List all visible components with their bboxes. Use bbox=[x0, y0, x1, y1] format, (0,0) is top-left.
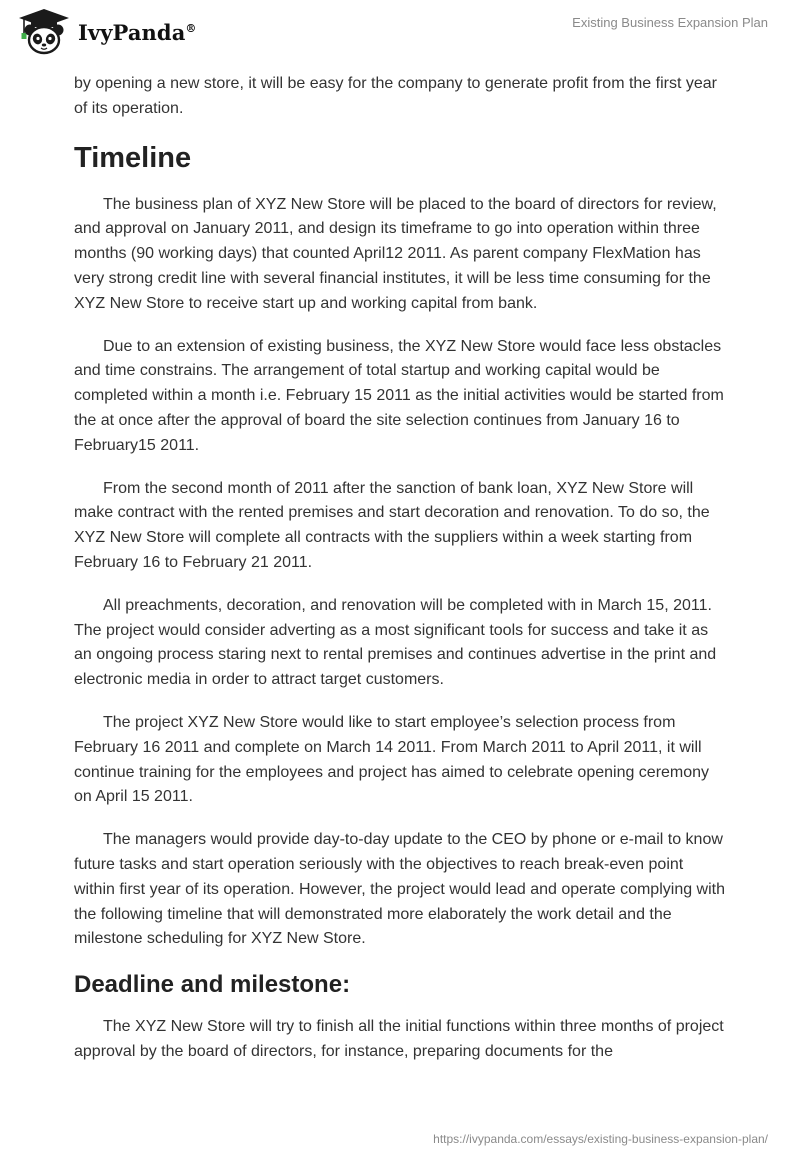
source-url[interactable]: https://ivypanda.com/essays/existing-business-expansion-plan/ bbox=[433, 1132, 768, 1146]
ivypanda-logo[interactable] bbox=[14, 8, 197, 56]
document-title: Existing Business Expansion Plan bbox=[572, 15, 768, 30]
timeline-paragraph: The managers would provide day-to-day update to the CEO by phone or e-mail to know future tasks and start operation seriously with the objectives to reach break-even point within first year of its operation. However, the project would lead and operate complying with the following timeline that will demonstrated more elaborately the work detail and the milestone scheduling for XYZ New Store. bbox=[74, 831, 726, 948]
panda-graduate-icon bbox=[14, 8, 74, 56]
deadline-heading: Deadline and milestone: bbox=[74, 971, 351, 999]
timeline-paragraph: All preachments, decoration, and renovation will be completed with in March 15, 2011. The project would consider adverting as a most significant tools for success and take it as an ongoing process staring next to rental premises and continues advertise in the print and electronic media in order to attract target customers. bbox=[74, 596, 717, 689]
intro-paragraph: by opening a new store, it will be easy for the company to generate profit from the first year of its operation. bbox=[74, 75, 717, 117]
brand-name: IvyPanda® bbox=[78, 19, 197, 45]
registered-mark: ® bbox=[185, 21, 197, 35]
page-header bbox=[0, 0, 800, 64]
timeline-paragraph: The project XYZ New Store would like to start employee’s selection process from February 16 2011 and complete on March 14 2011. From March 2011 to April 2011, it will continue training for the employees and project has aimed to celebrate opening ceremony on April 15 2011. bbox=[74, 713, 710, 806]
deadline-paragraph: The XYZ New Store will try to finish all the initial functions within three months of project approval by the board of directors, for instance, preparing documents for the bbox=[74, 1018, 724, 1060]
timeline-paragraph: Due to an extension of existing business, the XYZ New Store would face less obstacles and time constrains. The arrangement of total startup and working capital would be completed within a month i.e. February 15 2011 as the initial activities would be started from the at once after the approval of board the site selection continues from January 16 to February15 2011. bbox=[74, 337, 724, 454]
timeline-paragraph: From the second month of 2011 after the sanction of bank loan, XYZ New Store will make contract with the rented premises and start decoration and renovation. To do so, the XYZ New Store will complete all contracts with the suppliers within a week starting from February 16 to February 21 2011. bbox=[74, 479, 710, 571]
timeline-heading: Timeline bbox=[74, 141, 192, 174]
essay-body bbox=[74, 72, 726, 1083]
timeline-paragraph: The business plan of XYZ New Store will be placed to the board of directors for review, and approval on January 2011, and design its timeframe to go into operation within three months (90 working days) that counted April12 2011. As parent company FlexMation has very strong credit line with several financial institutes, it will be less time consuming for the XYZ New Store to receive start up and working capital from bank. bbox=[74, 195, 717, 312]
